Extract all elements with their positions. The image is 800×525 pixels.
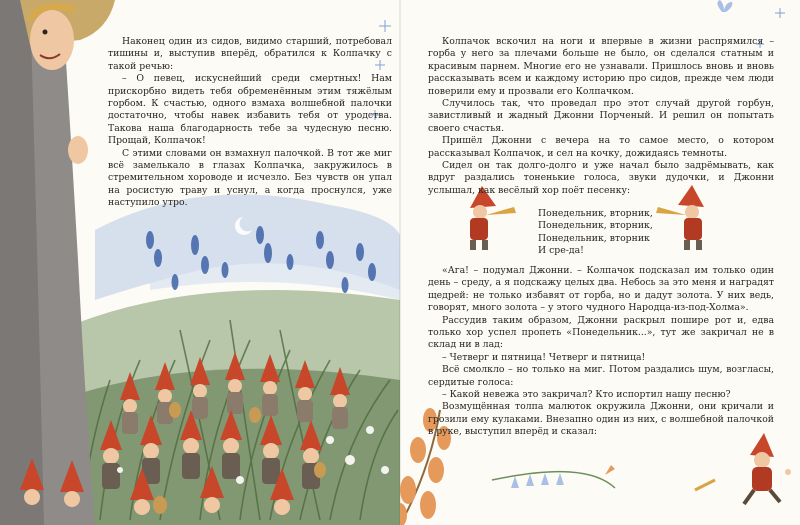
paragraph: Пришёл Джонни с вечера на то самое место, о котором рассказывал Колпачок, и сел на кочку, дожидаясь темноты. (428, 135, 774, 159)
song-line: Понедельник, вторник, (538, 208, 653, 219)
paragraph: – Четверг и пятница! Четверг и пятница! (442, 351, 646, 363)
paragraph: – Какой невежа это закричал? Кто испортил нашу песню? (442, 389, 731, 401)
running-elf (744, 433, 791, 504)
paragraph: Наконец один из сидов, видимо старший, потребовал тишины и, выступив вперёд, обратился к Колпачку с такой речью: (108, 36, 392, 72)
butterfly-icon (717, 0, 732, 12)
right-text-column-top (428, 36, 774, 197)
song-verse (538, 208, 653, 258)
paragraph: Случилось так, что проведал про этот случай другой горбун, завистливый и жадный Джонни Порченый. И решил он попытать своего счастья. (428, 98, 774, 134)
right-text-column-bottom (428, 265, 774, 439)
sky-wash-2 (150, 231, 400, 300)
paragraph: Рассудив таким образом, Джонни раскрыл пошире рот и, едва только хор успел пропеть «Понедельник...», тут же закричал не в склад ни в лад: (428, 314, 774, 351)
paragraph: «Ага! – подумал Джонни. – Колпачок подсказал им только один день – среду, а я подскажу целых два. Небось за это меня и наградят щедрей: не только избавят от горба, но и дадут золота. У них ведь, говорят, много золота – у этого чудного Народца-из-под-Холма». (428, 265, 774, 314)
paragraph: Колпачок вскочил на ноги и впервые в жизни распрямился – горба у него за плечами больше не было, он сделался статным и красивым парнем. Многие его не узнавали. Пришлось вновь и вновь рассказывать всем и каждому историю про сидов, прежде чем люди поверили ему и прозвали его Колпачком. (428, 36, 774, 97)
paragraph: Сидел он так долго-долго и уже начал было задрёмывать, как вдруг раздались тоненькие голоса, звуки дудочки, и Джонни услышал, как весёлый хор поёт песенку: (428, 160, 774, 196)
song-line: Понедельник, вторник (538, 232, 650, 244)
hand (68, 136, 88, 164)
bluebell-branch (492, 465, 715, 490)
paragraph: – О певец, искуснейший среди смертных! Нам прискорбно видеть тебя обременённым этим тяжёлым горбом. К счастью, одного взмаха волшебной палочки достаточно, чтобы навек избавить тебя от уродства. Такова наша благодарность тебе за чудесную песню. Прощай, Колпачок! (108, 73, 392, 147)
song-line: И сре-да! (538, 245, 584, 257)
paragraph: С этими словами он взмахнул палочкой. В тот же миг всё замелькало в глазах Колпачка, закружилось в стремительном хороводе и исчезло. Без чувств он упал на росистую траву и уснул, а когда проснулся, уже наступило утро. (108, 147, 392, 209)
paragraph: Всё смолкло – но только на миг. Потом раздались шум, возгласы, сердитые голоса: (428, 364, 774, 388)
paragraph: Возмущённая толпа малюток окружила Джонни, они кричали и грозили ему кулаками. Внезапно один из них, с волшебной палочкой в руке, выступил вперёд и сказал: (428, 401, 774, 438)
left-text-column (108, 36, 392, 210)
song-line: Понедельник, вторник, (538, 220, 653, 232)
